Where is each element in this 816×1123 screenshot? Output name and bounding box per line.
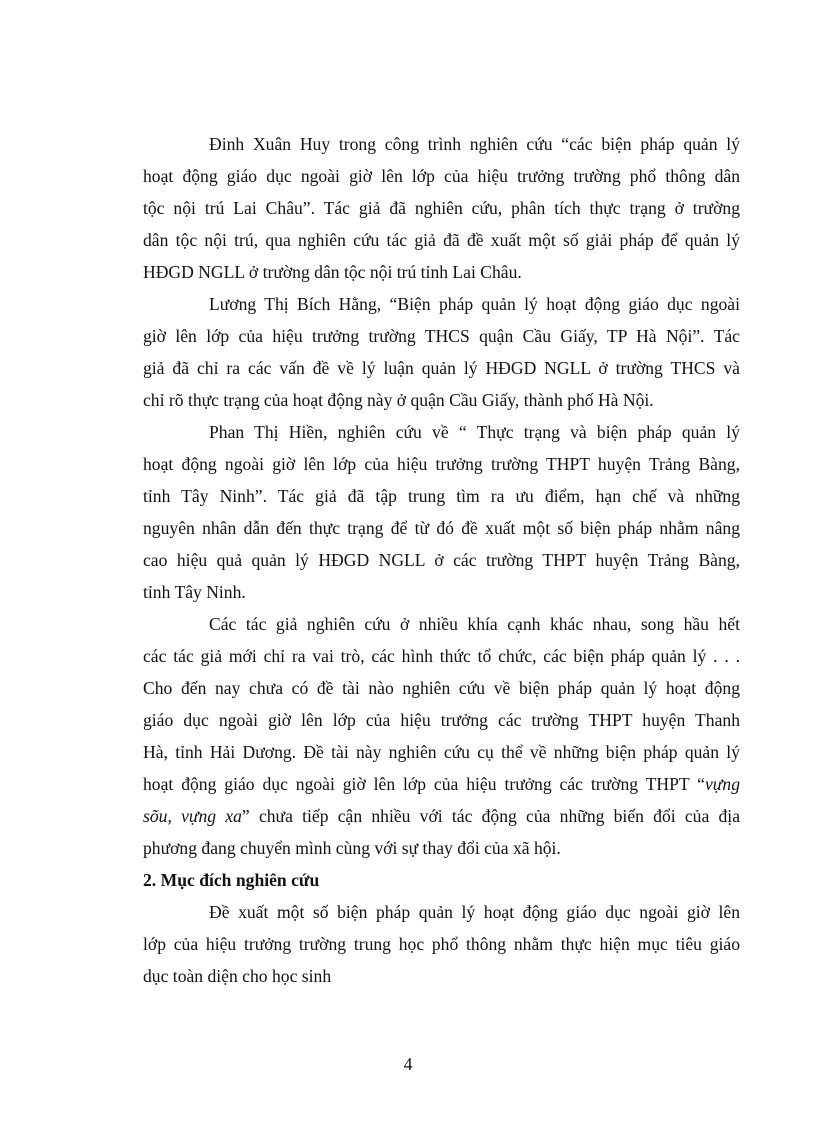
paragraph-4-line-5: Hà, tỉnh Hải Dương. Đề tài này nghiên cứu cụ thể về những biện pháp quản lý: [143, 742, 740, 762]
paragraph-4-line-2: các tác giả mới chỉ ra vai trò, các hình thức tổ chức, các biện pháp quản lý . . .: [143, 646, 740, 666]
paragraph-4-line-1: Các tác giả nghiên cứu ở nhiều khía cạnh khác nhau, song hầu hết: [209, 614, 740, 634]
paragraph-5-line-2: lớp của hiệu trưởng trường trung học phổ thông nhằm thực hiện mục tiêu giáo: [143, 934, 740, 954]
paragraph-1-line-4: dân tộc nội trú, qua nghiên cứu tác giả đã đề xuất một số giải pháp để quản lý: [143, 230, 740, 250]
paragraph-2-line-3: giả đã chỉ ra các vấn đề về lý luận quản lý HĐGD NGLL ở trường THCS và: [143, 358, 740, 378]
paragraph-4-line-7-italic: sõu, vựng xa: [143, 806, 242, 826]
paragraph-3-line-6: tỉnh Tây Ninh.: [143, 582, 246, 602]
paragraph-3-line-1: Phan Thị Hiền, nghiên cứu về “ Thực trạng và biện pháp quản lý: [209, 422, 740, 442]
paragraph-5-line-3: dục toàn diện cho học sinh: [143, 966, 332, 986]
paragraph-3-line-3: tỉnh Tây Ninh”. Tác giả đã tập trung tìm ra ưu điểm, hạn chế và những: [143, 486, 740, 506]
paragraph-2-line-4: chỉ rõ thực trạng của hoạt động này ở quận Cầu Giấy, thành phố Hà Nội.: [143, 390, 654, 410]
paragraph-1-line-1: Đinh Xuân Huy trong công trình nghiên cứu “các biện pháp quản lý: [209, 134, 740, 154]
page-number: 4: [403, 1054, 413, 1074]
paragraph-1-line-3: tộc nội trú Lai Châu”. Tác giả đã nghiên cứu, phân tích thực trạng ở trường: [143, 198, 740, 218]
paragraph-2-line-2: giờ lên lớp của hiệu trưởng trường THCS quận Cầu Giấy, TP Hà Nội”. Tác: [143, 326, 740, 346]
paragraph-4-line-8: phương đang chuyển mình cùng với sự thay đổi của xã hội.: [143, 838, 561, 858]
paragraph-4-line-7: [143, 805, 740, 827]
section-heading: 2. Mục đích nghiên cứu: [143, 870, 320, 890]
paragraph-2-line-1: Lương Thị Bích Hằng, “Biện pháp quản lý hoạt động giáo dục ngoài: [209, 294, 740, 314]
paragraph-4-line-6-italic: vựng: [705, 774, 740, 794]
paragraph-3-line-5: cao hiệu quả quản lý HĐGD NGLL ở các trường THPT huyện Trảng Bàng,: [143, 550, 740, 570]
paragraph-4-line-7-text: ” chưa tiếp cận nhiều với tác động của những biến đổi của địa: [241, 806, 740, 826]
paragraph-4-line-3: Cho đến nay chưa có đề tài nào nghiên cứu về biện pháp quản lý hoạt động: [143, 678, 740, 698]
paragraph-5-line-1: Đề xuất một số biện pháp quản lý hoạt động giáo dục ngoài giờ lên: [209, 902, 740, 922]
paragraph-4-line-6-text: hoạt động giáo dục ngoài giờ lên lớp của hiệu trưởng các trường THPT “: [143, 774, 705, 794]
paragraph-3-line-2: hoạt động ngoài giờ lên lớp của hiệu trưởng trường THPT huyện Trảng Bàng,: [143, 454, 740, 474]
paragraph-4-line-4: giáo dục ngoài giờ lên lớp của hiệu trưởng các trường THPT huyện Thanh: [143, 710, 740, 730]
paragraph-1-line-5: HĐGD NGLL ở trường dân tộc nội trú tỉnh Lai Châu.: [143, 262, 522, 282]
paragraph-4-line-6: [143, 773, 740, 795]
paragraph-3-line-4: nguyên nhân dẫn đến thực trạng để từ đó đề xuất một số biện pháp nhằm nâng: [143, 518, 740, 538]
paragraph-1-line-2: hoạt động giáo dục ngoài giờ lên lớp của hiệu trưởng trường phổ thông dân: [143, 166, 740, 186]
